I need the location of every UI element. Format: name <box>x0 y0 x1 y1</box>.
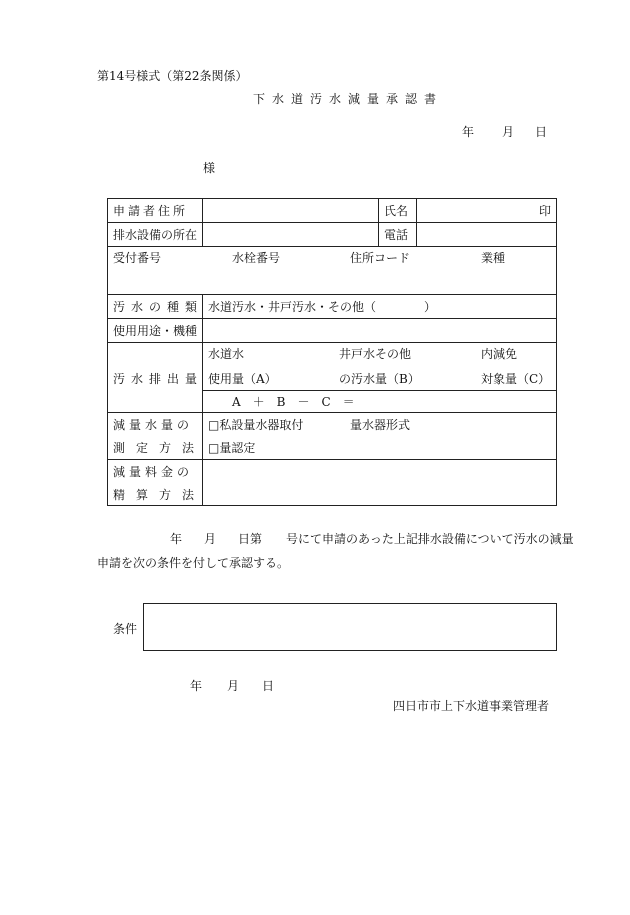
table-row-divider <box>107 294 557 295</box>
well-other-text: 井戸水その他 <box>339 347 412 361</box>
footer-day: 日 <box>262 679 275 693</box>
body-text-line1: 号にて申請のあった上記排水設備について汚水の減量 <box>286 532 574 546</box>
body-month: 月 <box>204 532 217 546</box>
reception-number-label: 受付番号 <box>113 251 162 265</box>
table-row-divider <box>107 342 557 343</box>
quantity-approval-checkbox[interactable]: □量認定 <box>208 441 256 455</box>
table-col-divider <box>202 294 203 506</box>
seal-label: 印 <box>539 204 552 218</box>
table-row-divider <box>107 318 557 319</box>
discharge-label: 汚水排出量 <box>113 372 204 386</box>
table-row-divider <box>202 390 557 391</box>
address-code-label: 住所コード <box>350 251 411 265</box>
body-day-no: 日第 <box>238 532 263 546</box>
measure-method-label-line2: 測定方法 <box>113 441 206 455</box>
header-date-year: 年 <box>462 125 475 139</box>
table-row-divider <box>107 459 557 460</box>
fee-settlement-label-line2: 精算方法 <box>113 488 206 502</box>
formula-text: A ＋ B － C ＝ <box>232 395 355 409</box>
measure-method-label-line1: 減量水量の <box>113 418 194 432</box>
form-number: 第14号様式（第22条関係） <box>97 69 248 83</box>
private-meter-checkbox[interactable]: □私設量水器取付 <box>208 418 304 432</box>
footer-month: 月 <box>227 679 240 693</box>
table-col-divider <box>378 198 379 246</box>
footer-year: 年 <box>190 679 203 693</box>
header-date-month: 月 <box>502 125 515 139</box>
issuer-name: 四日市市上下水道事業管理者 <box>393 699 550 713</box>
document-title: 下水道汚水減量承認書 <box>253 92 444 106</box>
usage-a-text: 使用量（A） <box>208 372 277 386</box>
table-row-divider <box>107 246 557 247</box>
conditions-box[interactable] <box>143 603 557 651</box>
fee-settlement-label-line1: 減量料金の <box>113 465 194 479</box>
body-year: 年 <box>170 532 183 546</box>
conditions-label: 条件 <box>113 622 138 636</box>
table-row-divider <box>107 412 557 413</box>
facility-location-label: 排水設備の所在 <box>113 228 198 242</box>
phone-label: 電話 <box>384 228 409 242</box>
exemption-text: 内減免 <box>481 347 518 361</box>
table-col-divider <box>202 198 203 246</box>
table-row-divider <box>107 222 557 223</box>
meter-number-label: 水栓番号 <box>232 251 281 265</box>
usage-label: 使用用途・機種 <box>113 324 198 338</box>
water-supply-text: 水道水 <box>208 347 245 361</box>
addressee-suffix: 様 <box>203 161 216 175</box>
business-type-label: 業種 <box>481 251 506 265</box>
sewage-b-text: の汚水量（B） <box>339 372 420 386</box>
meter-type-text: 量水器形式 <box>350 418 411 432</box>
body-text-line2: 申請を次の条件を付して承認する。 <box>97 556 290 570</box>
header-date-day: 日 <box>535 125 548 139</box>
sewage-type-label: 汚水の種類 <box>113 300 204 314</box>
sewage-type-value: 水道汚水・井戸汚水・その他（ ） <box>208 300 437 314</box>
table-col-divider <box>416 198 417 246</box>
target-c-text: 対象量（C） <box>481 372 551 386</box>
applicant-address-label: 申請者住所 <box>113 204 189 218</box>
name-label: 氏名 <box>384 204 409 218</box>
